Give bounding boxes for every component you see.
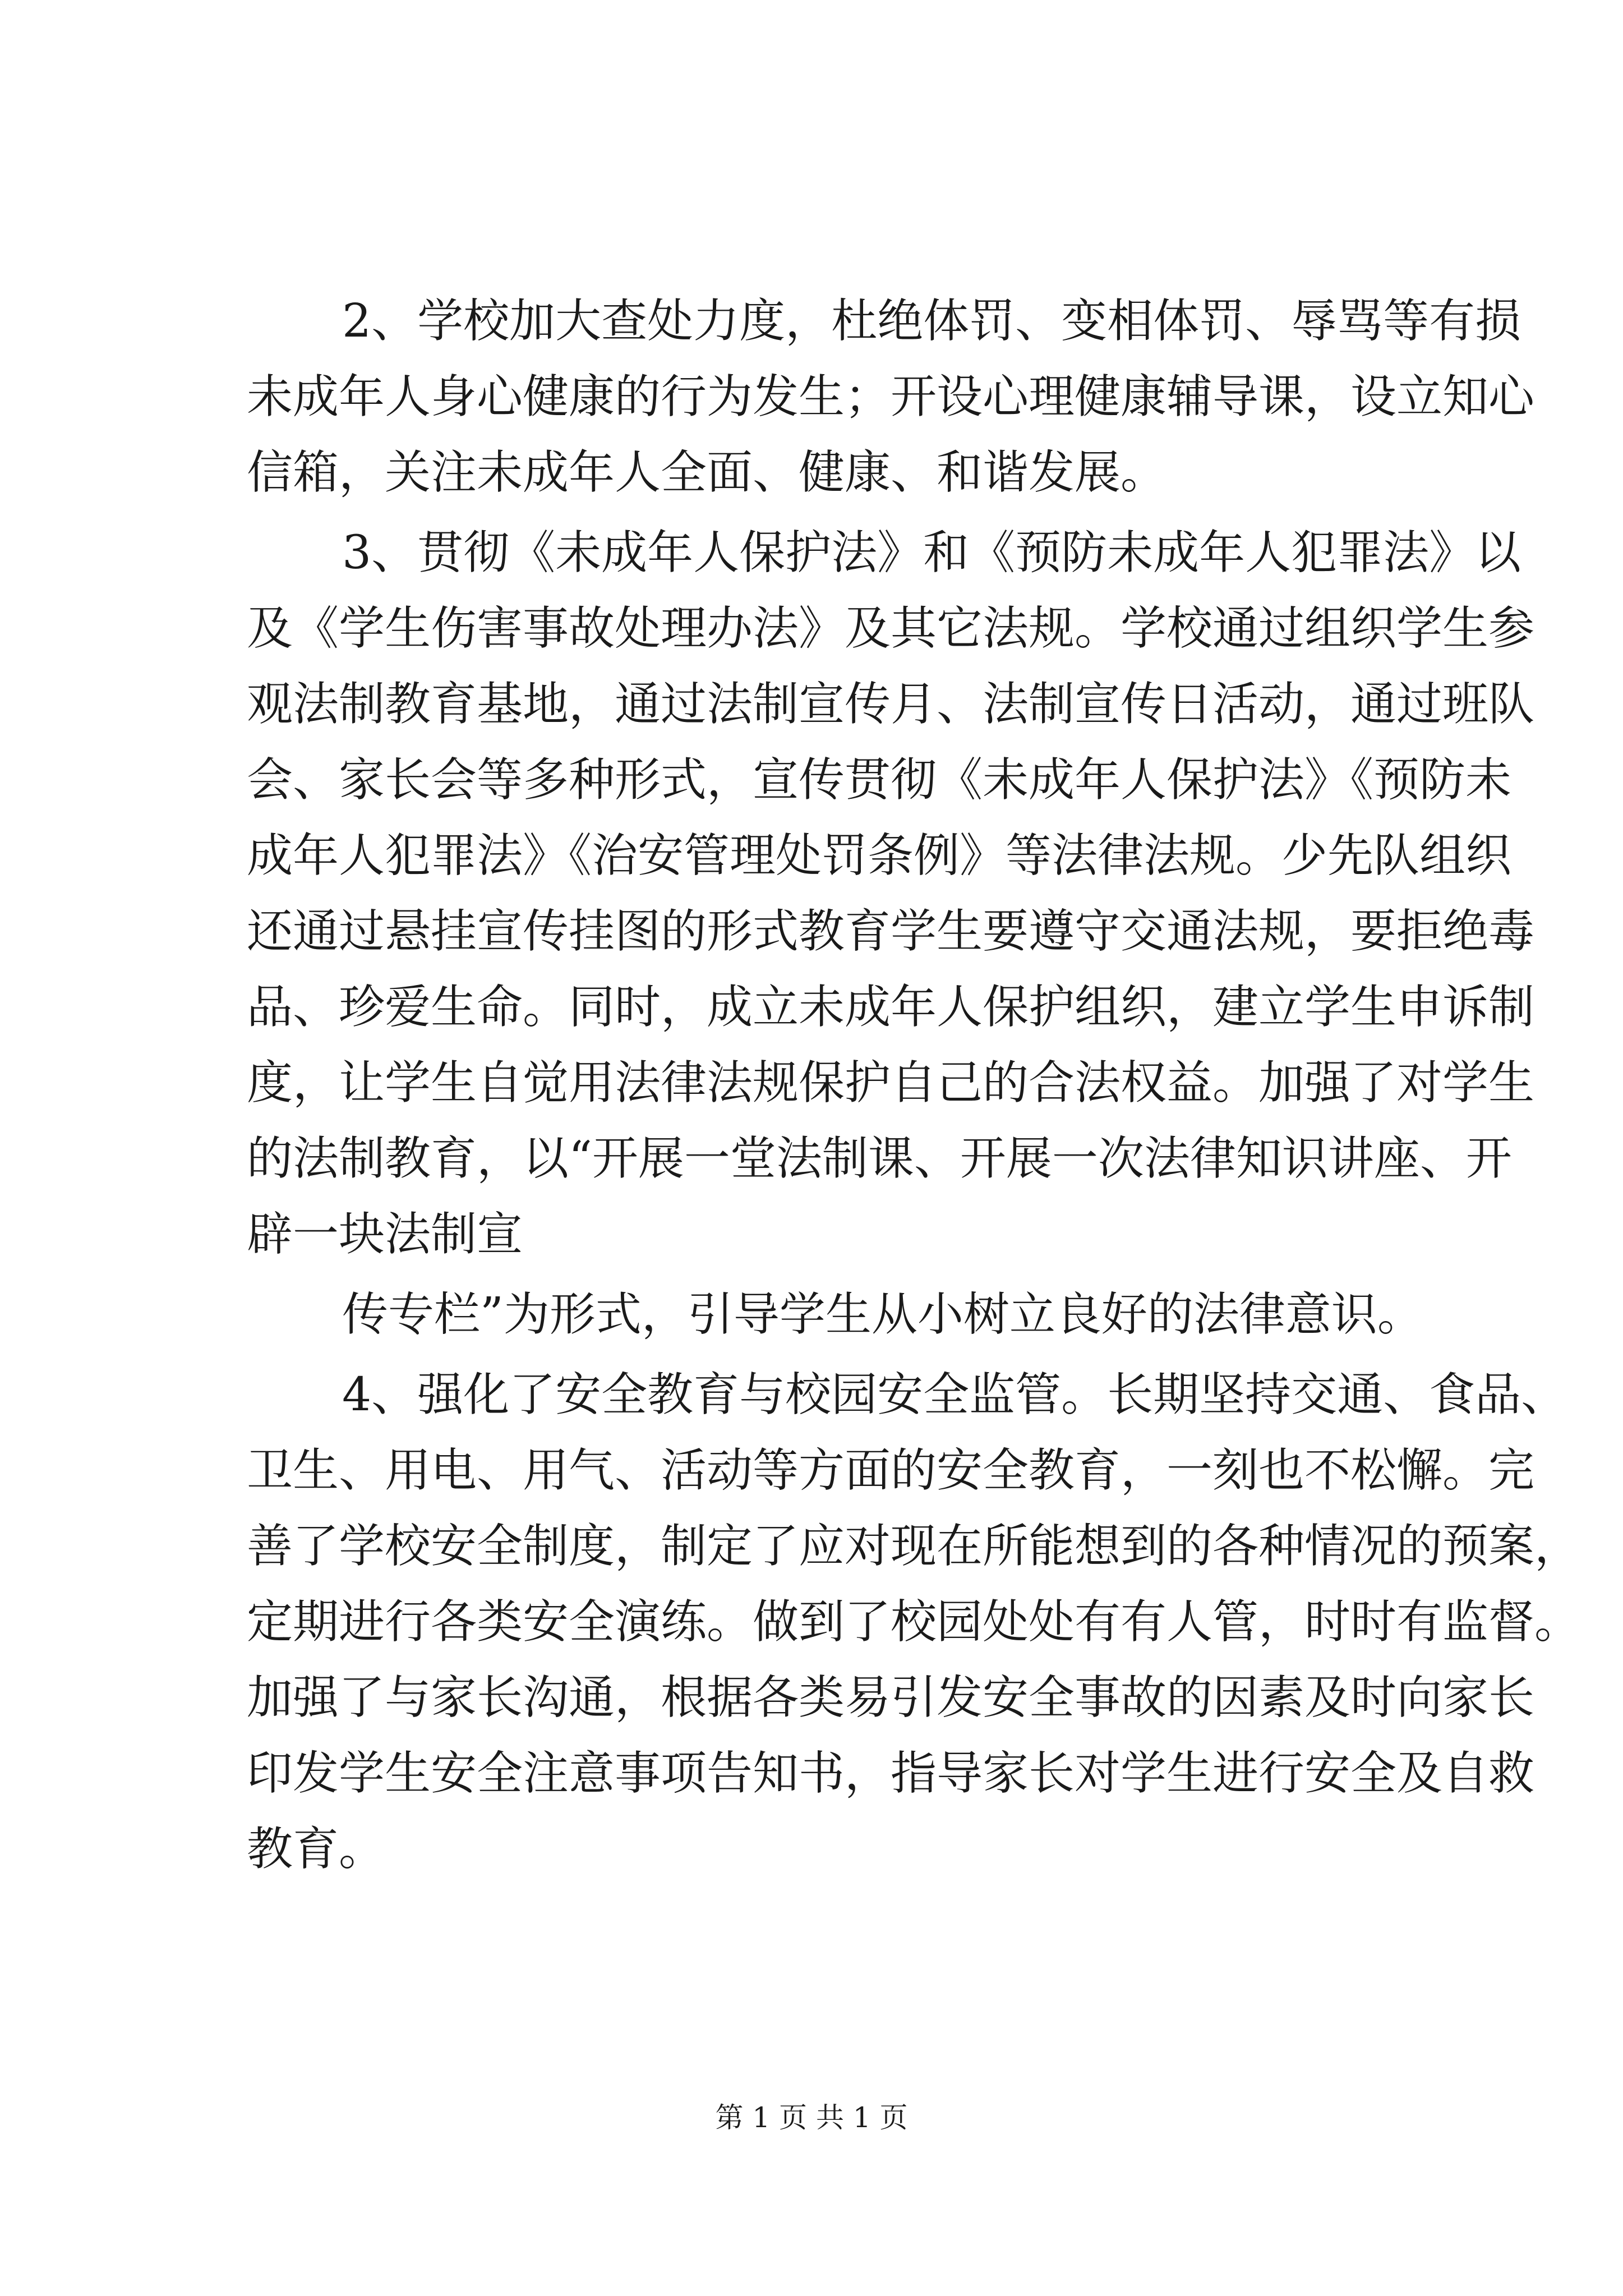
paragraph-line: 4、强化了安全教育与校园安全监管。长期坚持交通、食品、 bbox=[342, 1368, 1567, 1421]
paragraph-line: 还通过悬挂宣传挂图的形式教育学生要遵守交通法规，要拒绝毒 bbox=[247, 905, 1535, 958]
paragraph-line: 品、珍爱生命。同时，成立未成年人保护组织，建立学生申诉制 bbox=[247, 981, 1535, 1034]
paragraph-3 bbox=[247, 515, 1535, 1272]
paragraph-line: 3、贯彻《未成年人保护法》和《预防未成年人犯罪法》以 bbox=[342, 526, 1521, 579]
paragraph-line: 印发学生安全注意事项告知书，指导家长对学生进行安全及自救 bbox=[247, 1747, 1535, 1800]
paragraph-line: 成年人犯罪法》《治安管理处罚条例》等法律法规。少先队组织 bbox=[247, 829, 1512, 882]
paragraph-line: 善了学校安全制度，制定了应对现在所能想到的各种情况的预案， bbox=[247, 1520, 1581, 1573]
page-footer: 第 1 页 共 1 页 bbox=[715, 2101, 908, 2134]
paragraph-line: 会、家长会等多种形式，宣传贯彻《未成年人保护法》《预防未 bbox=[247, 753, 1512, 807]
paragraph-line: 观法制教育基地，通过法制宣传月、法制宣传日活动，通过班队 bbox=[247, 678, 1535, 731]
paragraph-line: 信箱，关注未成年人全面、健康、和谐发展。 bbox=[247, 446, 1167, 499]
paragraph-line: 教育。 bbox=[247, 1823, 385, 1876]
document-body bbox=[247, 283, 1581, 1887]
paragraph-line: 辟一块法制宣 bbox=[247, 1208, 523, 1261]
paragraph-2 bbox=[247, 283, 1535, 510]
paragraph-line: 定期进行各类安全演练。做到了校园处处有有人管，时时有监督。 bbox=[247, 1595, 1581, 1649]
paragraph-4 bbox=[247, 1357, 1581, 1887]
paragraph-line: 及《学生伤害事故处理办法》及其它法规。学校通过组织学生参 bbox=[247, 602, 1535, 655]
paragraph-3-continuation bbox=[247, 1277, 1423, 1352]
paragraph-line: 未成年人身心健康的行为发生；开设心理健康辅导课，设立知心 bbox=[247, 370, 1535, 424]
paragraph-line: 度，让学生自觉用法律法规保护自己的合法权益。加强了对学生 bbox=[247, 1056, 1535, 1110]
paragraph-line: 2、学校加大查处力度，杜绝体罚、变相体罚、辱骂等有损 bbox=[342, 295, 1521, 348]
paragraph-line: 加强了与家长沟通，根据各类易引发安全事故的因素及时向家长 bbox=[247, 1671, 1535, 1724]
paragraph-line: 卫生、用电、用气、活动等方面的安全教育，一刻也不松懈。完 bbox=[247, 1444, 1535, 1497]
paragraph-line: 的法制教育，以“开展一堂法制课、开展一次法律知识讲座、开 bbox=[247, 1132, 1512, 1185]
paragraph-line: 传专栏”为形式，引导学生从小树立良好的法律意识。 bbox=[342, 1288, 1423, 1341]
